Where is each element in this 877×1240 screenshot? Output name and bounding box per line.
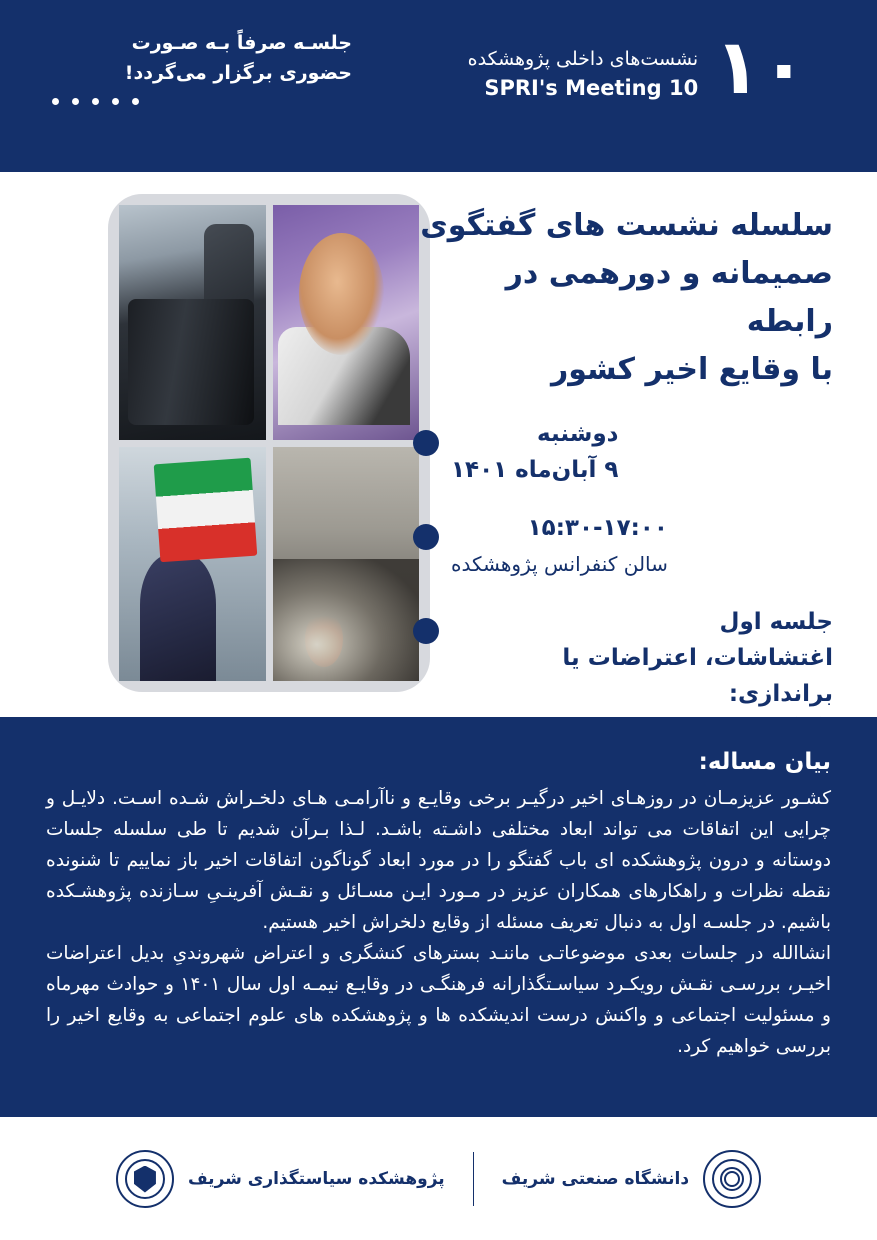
photo-grid [119,205,419,681]
series-title-fa: نشست‌های داخلی پژوهشکده [467,48,699,70]
photo-injured-child [273,205,420,440]
poster-header [0,0,877,172]
photo-street-protest [273,447,420,682]
series-title-en: SPRI's Meeting 10 [484,76,699,100]
header-announcement [52,28,352,105]
problem-statement-heading: بیان مساله: [698,749,831,775]
info-block-time-location [413,510,833,582]
decorative-dots [52,98,352,105]
dot-icon [92,98,99,105]
event-date: ۹ آبان‌ماه ۱۴۰۱ [451,457,619,483]
spri-logo-icon [116,1150,174,1208]
bullet-icon [413,618,439,644]
poster-title-line-3: با وقایع اخیر کشور [550,352,833,387]
dot-icon [112,98,119,105]
photo-woman-with-flag [119,447,266,682]
header-announcement-line-1: جلسـه صرفاً بـه صـورت [131,32,352,54]
header-series-info [467,22,807,111]
bullet-icon [413,430,439,456]
footer-university [502,1150,761,1208]
session-label: جلسه اول [719,609,833,635]
info-block-date [413,416,833,488]
problem-statement-paragraph-1: کشـور عزیزمـان در روزهـای اخیر درگیـر برخی وقایـع و ناآرامـی هـای دلخـراش شـده اسـت. دلایـل و چرایی این اتفاقات می تواند ابعاد مختلفی داشـته باشـد. لـذا بـر‌آن شدیم تا طی سلسله جلسات دوستانه و درون پژوهشکده ای باب گفتگو را در مورد ابعاد گوناگون اتفاقات اخیر باز نماییم تا شنونده نقطه نظرات و راهکارهای همکاران عزیز در مـورد ایـن مسـائل و نقـش آفرینـیِ سـازنده پژوهشـکده باشیم. در جلسـه اول به دنبال تعریف مسئله از وقایع دلخراش اخیر هستیم. [46,788,831,933]
session-topic: اغتشاشات، اعتراضات یا براندازی: [562,645,833,707]
problem-statement-section [0,717,877,1117]
poster-title-line-1: سلسله نشست های گفتگوی [420,208,833,243]
event-location: سالن کنفرانس پژوهشکده [451,552,668,576]
sharif-university-logo-icon [703,1150,761,1208]
event-time: ۱۵:۳۰-۱۷:۰۰ [527,515,668,541]
footer-institute [116,1150,445,1208]
poster-main [0,172,877,717]
header-announcement-line-2: حضوری برگزار می‌گردد! [124,62,352,84]
bullet-icon [413,524,439,550]
main-text-column [413,202,833,744]
poster-title-line-2: صمیمانه و دورهمی در رابطه [505,256,833,339]
dot-icon [132,98,139,105]
footer-divider [473,1152,474,1206]
event-weekday: دوشنبه [537,421,619,447]
dot-icon [72,98,79,105]
footer-university-label: دانشگاه صنعتی شریف [501,1168,690,1189]
poster-title [413,202,833,394]
problem-statement-paragraph-2: انشاالله در جلسات بعدی موضوعاتـی ماننـد بسترهای کنشگری و اعتراض شهروندیِ بدیل اعتراضات اخیـر، بررسـی نقـش رویکـرد سیاسـتگذارانه فرهنگـی در وقایـع نیمـه اول سال ۱۴۰۱ و حوادث مهرماه و مسئولیت اجتماعی و واکنش درست اندیشکده ها و پژوهشکده های علوم اجتماعی به وقایع اخیر را بررسی خواهیم کرد. [46,943,831,1057]
meeting-number: ۱۰ [714,22,807,111]
footer-institute-label: پژوهشکده سیاستگذاری شریف [187,1168,445,1189]
photo-riot-police [119,205,266,440]
poster-footer [0,1117,877,1240]
dot-icon [52,98,59,105]
